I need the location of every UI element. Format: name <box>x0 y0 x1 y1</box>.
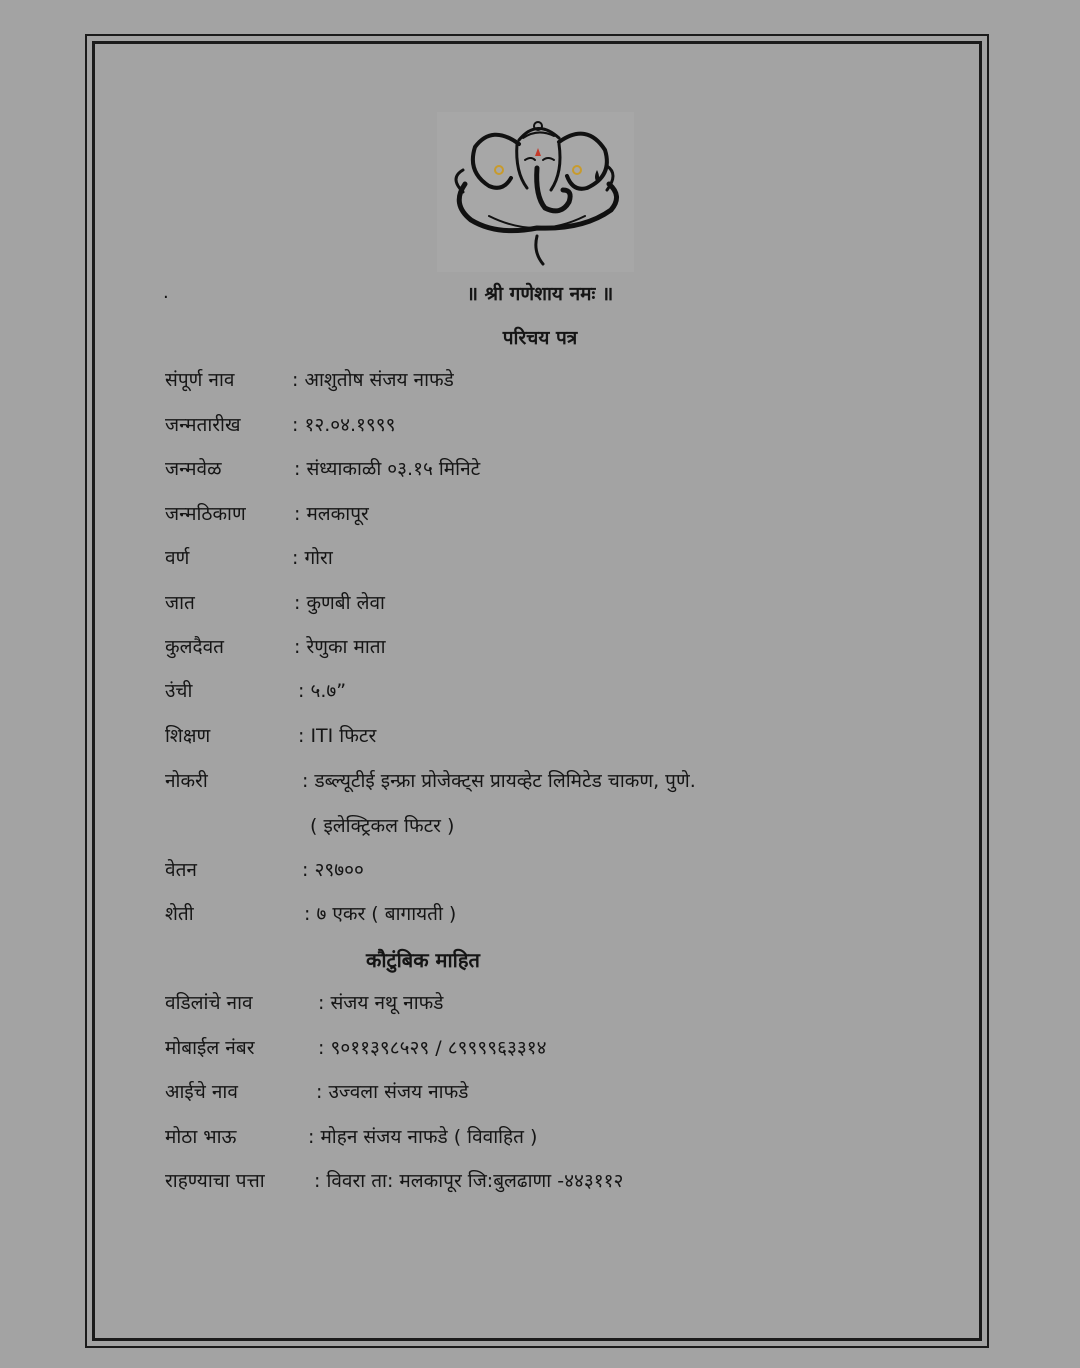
field-value: : आशुतोष संजय नाफडे <box>292 369 454 391</box>
ganesha-icon <box>437 112 634 272</box>
field-label: उंची <box>165 680 193 702</box>
field-value: : रेणुका माता <box>294 636 386 658</box>
field-label: जन्मतारीख <box>165 414 241 436</box>
field-label: कुलदैवत <box>165 636 224 658</box>
field-value: : डब्ल्यूटीई इन्फ्रा प्रोजेक्ट्स प्रायव्हेट लिमिटेड चाकण, पुणे. <box>302 770 696 792</box>
field-value: : संध्याकाळी ०३.१५ मिनिटे <box>294 458 481 480</box>
invocation-heading: ॥ श्री गणेशाय नमः ॥ <box>466 283 614 305</box>
field-label: नोकरी <box>165 770 208 792</box>
stray-dot: . <box>163 282 169 303</box>
family-label: आईचे नाव <box>165 1081 238 1103</box>
field-value: : गोरा <box>292 547 333 569</box>
field-label: जन्मठिकाण <box>165 503 246 525</box>
family-value: : ९०११३९८५२९ / ८९९९९६३३१४ <box>318 1037 547 1059</box>
field-value: : कुणबी लेवा <box>294 592 385 614</box>
field-value: : ITI फिटर <box>298 725 377 747</box>
field-label: वर्ण <box>165 547 190 569</box>
field-value: : ७ एकर ( बागायती ) <box>304 903 457 925</box>
family-label: वडिलांचे नाव <box>165 992 253 1014</box>
field-label: वेतन <box>165 859 197 881</box>
family-value: : विवरा ता: मलकापूर जि:बुलढाणा -४४३११२ <box>314 1170 624 1192</box>
job-role-line: ( इलेक्ट्रिकल फिटर ) <box>310 815 455 837</box>
field-label: शिक्षण <box>165 725 211 747</box>
family-label: मोठा भाऊ <box>165 1126 237 1148</box>
family-label: राहण्याचा पत्ता <box>165 1170 265 1192</box>
field-value: : २९७०० <box>302 859 364 881</box>
family-label: मोबाईल नंबर <box>165 1037 255 1059</box>
field-value: : मलकापूर <box>294 503 369 525</box>
field-label: जात <box>165 592 195 614</box>
family-value: : मोहन संजय नाफडे ( विवाहित ) <box>308 1126 538 1148</box>
field-label: जन्मवेळ <box>165 458 222 480</box>
family-value: : उज्वला संजय नाफडे <box>316 1081 469 1103</box>
field-label: शेती <box>165 903 194 925</box>
field-value: : ५.७” <box>298 680 347 702</box>
field-label: संपूर्ण नाव <box>165 369 235 391</box>
field-value: : १२.०४.१९९९ <box>292 414 396 436</box>
family-heading: कौटुंबिक माहित <box>366 948 480 972</box>
page-title: परिचय पत्र <box>502 327 578 349</box>
family-value: : संजय नथू नाफडे <box>318 992 444 1014</box>
